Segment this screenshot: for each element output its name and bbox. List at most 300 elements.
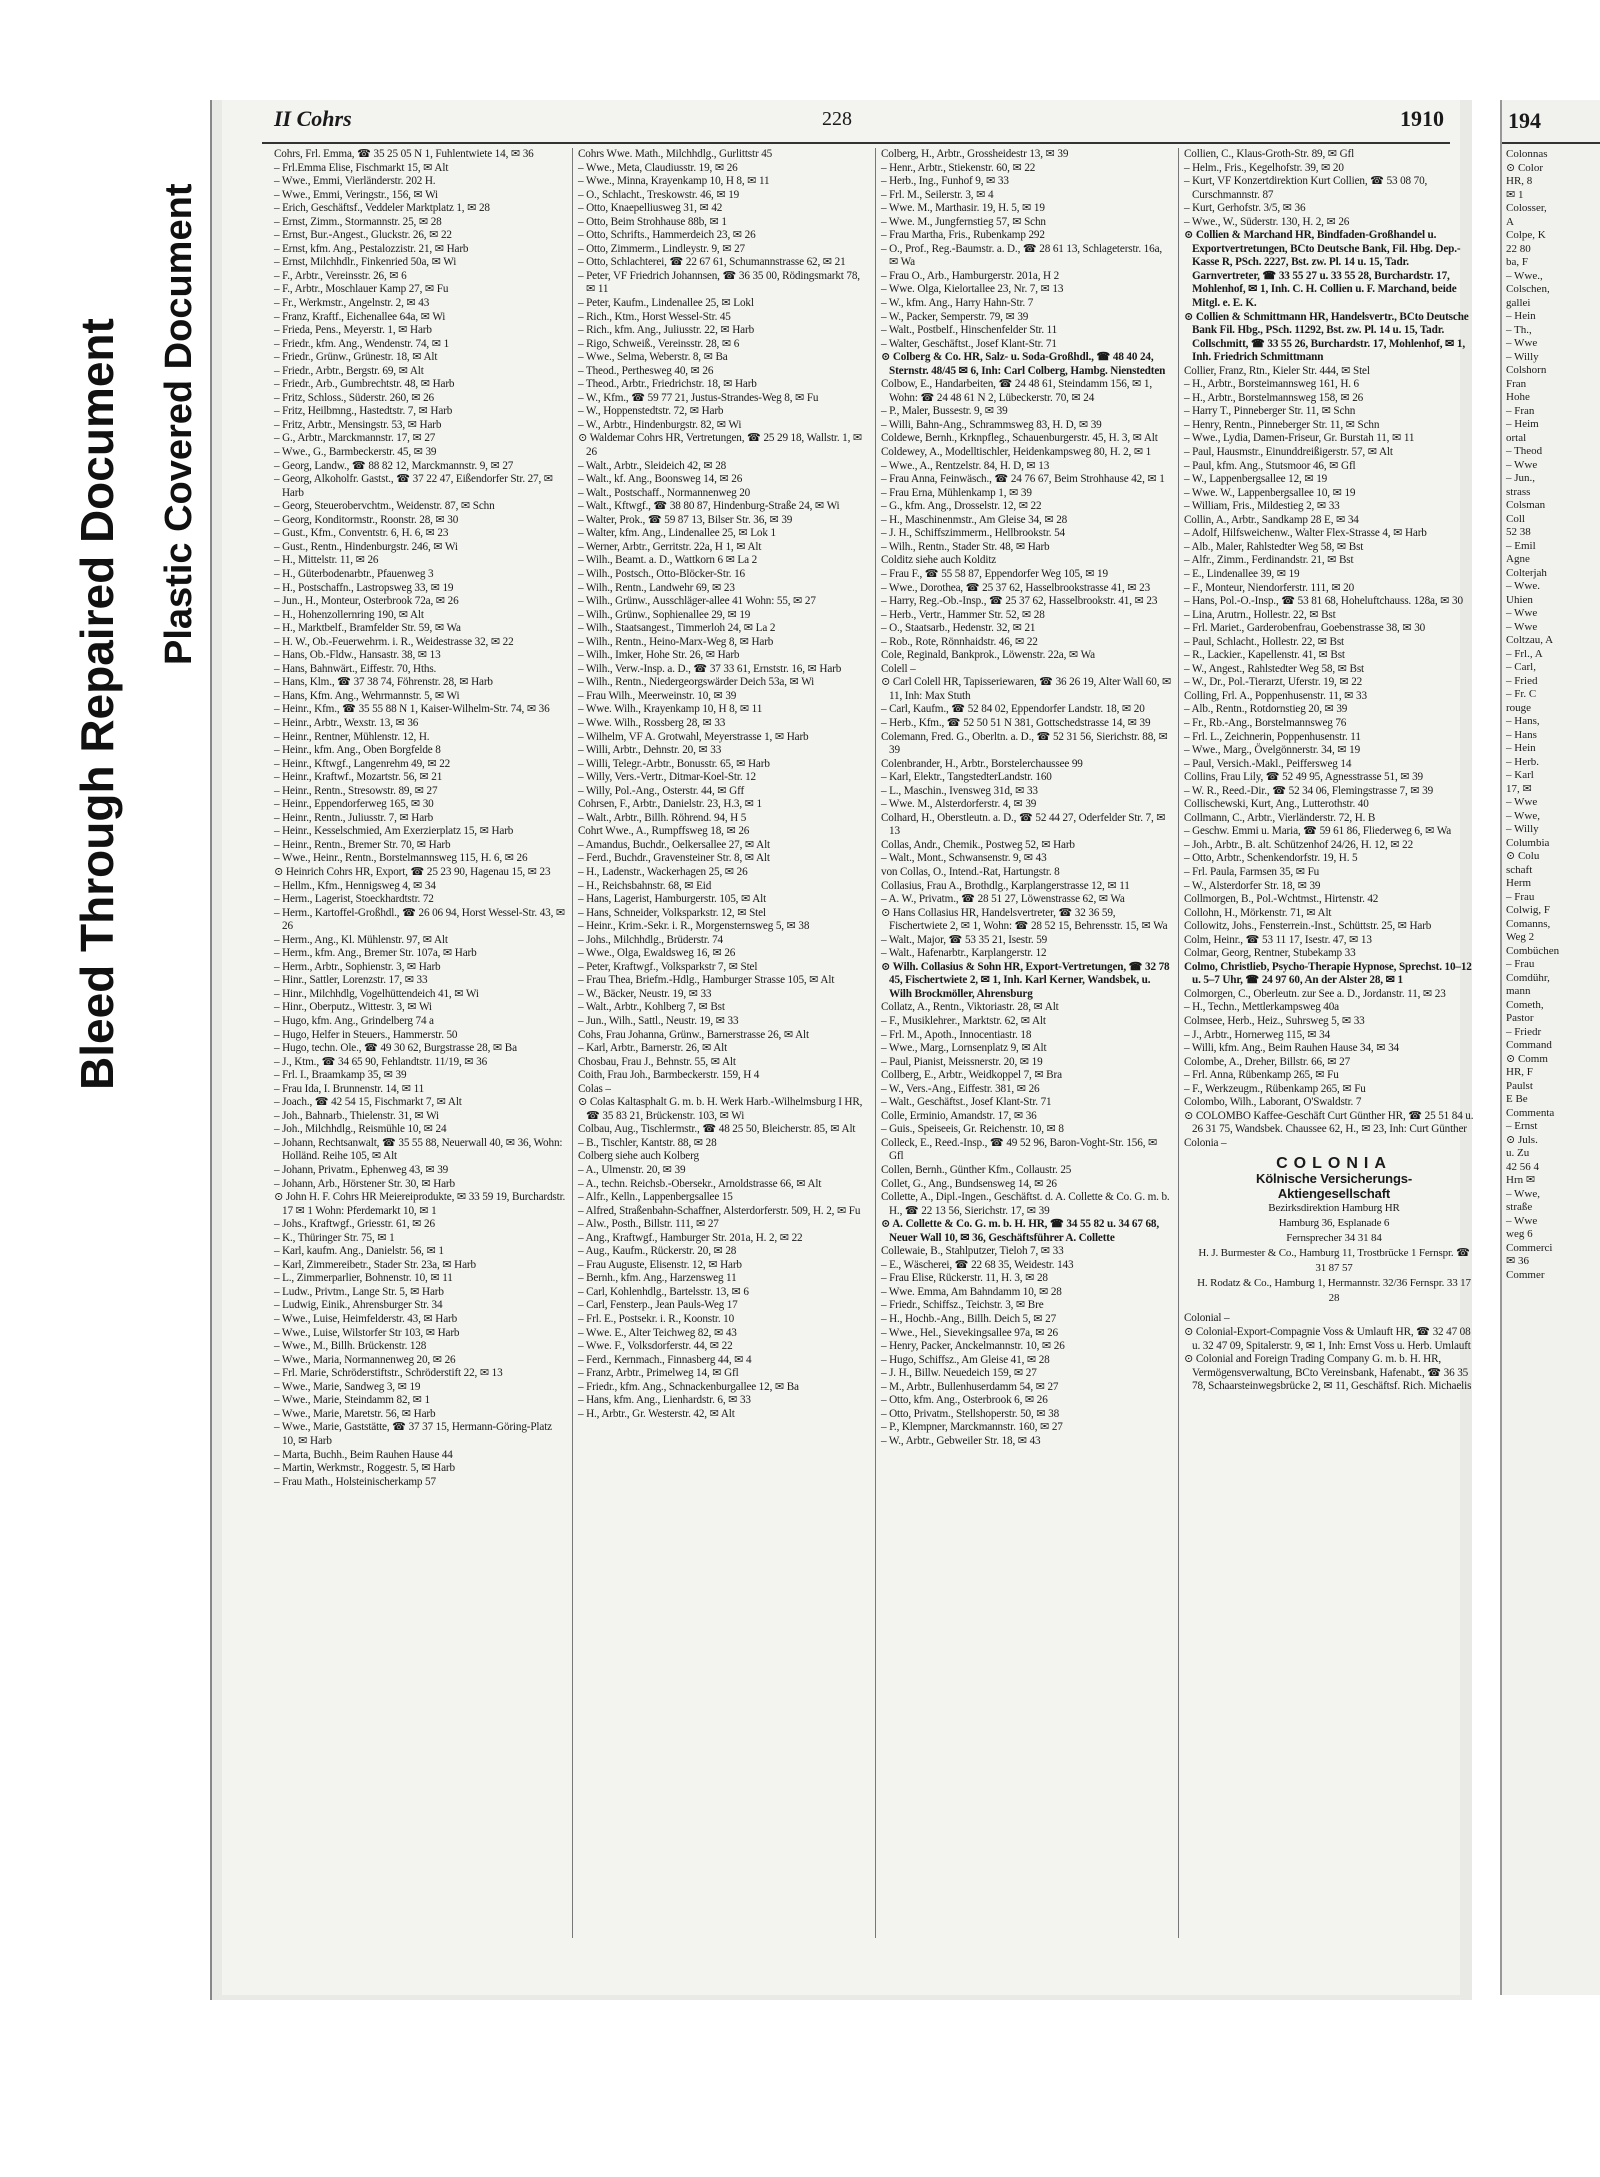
directory-entry: – Heinr., Rentn., Bremer Str. 70, ✉ Harb [274, 838, 451, 851]
directory-entry: – Wwe., Maria, Normannenweg 20, ✉ 26 [274, 1353, 456, 1366]
directory-entry: – W., Hoppenstedtstr. 72, ✉ Harb [578, 405, 724, 418]
colonia-ad-line3: Bezirksdirektion Hamburg HR [1268, 1202, 1400, 1215]
directory-entry: – Ludwig, Einik., Ahrensburger Str. 34 [274, 1299, 443, 1312]
next-page-line: – Wwe., [1506, 269, 1543, 282]
directory-entry: Collen, Bernh., Günther Kfm., Collaustr. 25 [881, 1164, 1072, 1177]
directory-entry: – Martin, Werkmstr., Roggestr. 5, ✉ Harb [274, 1462, 455, 1475]
directory-entry: – Franz, Arbtr., Primelweg 14, ✉ Gfl [578, 1367, 739, 1380]
directory-entry: – Carl, Kohlenhdlg., Bartelsstr. 13, ✉ 6 [578, 1285, 749, 1298]
directory-entry: – Wwe., Lydia, Damen-Friseur, Gr. Burstah 11, ✉ 11 [1184, 432, 1415, 445]
directory-entry: – Alw., Posth., Billstr. 111, ✉ 27 [578, 1218, 719, 1231]
next-page-line: – Frl., A [1506, 647, 1543, 660]
directory-entry: – Frau Math., Holsteinischerkamp 57 [274, 1475, 436, 1488]
next-page-line: Command [1506, 1039, 1552, 1051]
directory-entry: – Wwe., Marie, Maretstr. 56, ✉ Harb [274, 1407, 436, 1420]
directory-entry: – Herb., Ing., Funhof 9, ✉ 33 [881, 175, 1009, 188]
next-page-entries [1506, 148, 1600, 1282]
next-page-line: – Wwe [1506, 458, 1538, 471]
directory-entry: – Wwe., Selma, Weberstr. 8, ✉ Ba [578, 351, 728, 364]
directory-entry: – Herm., Ang., Kl. Mühlenstr. 97, ✉ Alt [274, 933, 448, 946]
directory-entry: – Henry, Rentn., Pinneberger Str. 11, ✉ Schn [1184, 418, 1380, 431]
directory-entry: Colbow, E., Handarbeiten, ☎ 24 48 61, Steindamm 156, ✉ 1, Wohn: ☎ 24 48 61 N 2, Lübeckerstr. 70, ✉ 24 [881, 378, 1153, 404]
directory-entry: – Wwe., Minna, Krayenkamp 10, H 8, ✉ 11 [578, 175, 770, 188]
directory-entry: – Heinr., Krim.-Sekr. i. R., Morgensternsweg 5, ✉ 38 [578, 920, 810, 933]
directory-entry: von Collas, O., Intend.-Rat, Hartungstr. 8 [881, 865, 1060, 878]
directory-entry: – Fr., Rb.-Ang., Borstelmannsweg 76 [1184, 716, 1347, 729]
directory-entry: – Wwe., Marie, Sandweg 3, ✉ 19 [274, 1380, 421, 1393]
directory-entry: – A., techn. Reichsb.-Obersekr., Arnoldstrasse 66, ✉ Alt [578, 1177, 822, 1190]
directory-entry: – J., Arbtr., Hornerweg 115, ✉ 34 [1184, 1028, 1331, 1041]
directory-entry: – W., kfm. Ang., Harry Hahn-Str. 7 [881, 297, 1034, 310]
next-page-line: ba, F [1506, 256, 1528, 268]
directory-entry: – Hans, kfm. Ang., Lienhardstr. 6, ✉ 33 [578, 1394, 751, 1407]
directory-entry: – Heinr., Arbtr., Wexstr. 13, ✉ 36 [274, 716, 419, 729]
next-page-line: weg 6 [1506, 1228, 1533, 1240]
directory-entry: – Frl. L., Zeichnerin, Poppenhusenstr. 11 [1184, 730, 1361, 743]
directory-entry: – Wilh., Staatsangest., Timmerloh 24, ✉ La 2 [578, 622, 776, 635]
directory-entry: – Alb., Maler, Rahlstedter Weg 58, ✉ Bst [1184, 540, 1364, 553]
directory-entry: – J. H., Schiffszimmerm., Hellbrookstr. 54 [881, 527, 1065, 540]
directory-entry: – Wwe., M., Billh. Brückenstr. 128 [274, 1340, 427, 1353]
directory-entry: – Wwe. Olga, Kielortallee 23, Nr. 7, ✉ 13 [881, 283, 1064, 296]
directory-entry: – Wwe. E., Alter Teichweg 82, ✉ 43 [578, 1326, 737, 1339]
directory-entry: Colonial – [1184, 1312, 1230, 1325]
next-page-header: 194 [1508, 108, 1541, 133]
directory-entry: – Wilh., Postsch., Otto-Blöcker-Str. 16 [578, 567, 745, 580]
directory-entry: – G., kfm. Ang., Drosselstr. 12, ✉ 22 [881, 500, 1042, 513]
next-page-line: gallei [1506, 296, 1531, 309]
directory-entry: – Hans, Klm., ☎ 37 38 74, Föhrenstr. 28, ✉ Harb [274, 676, 493, 689]
directory-entry: – Herm., kfm. Ang., Bremer Str. 107a, ✉ Harb [274, 947, 477, 960]
directory-entry: Collier, Franz, Rtn., Kieler Str. 444, ✉ Stel [1184, 364, 1370, 377]
directory-entry: – Wwe., A., Rentzelstr. 84, H. D, ✉ 13 [881, 459, 1050, 472]
directory-entry: Cohrs, Frl. Emma, ☎ 35 25 05 N 1, Fuhlentwiete 14, ✉ 36 [274, 148, 534, 160]
directory-entry: – Paul, kfm. Ang., Stutsmoor 46, ✉ Gfl [1184, 459, 1356, 472]
next-page-line: strass [1506, 485, 1531, 498]
directory-entry: – Wwe. Wilh., Rossberg 28, ✉ 33 [578, 716, 726, 729]
directory-entry: – Frieda, Pens., Meyerstr. 1, ✉ Harb [274, 324, 432, 337]
directory-entry: – Heinr., Rentn., Juliusstr. 7, ✉ Harb [274, 811, 434, 824]
directory-entry: ⊙ Colonial-Export-Compagnie Voss & Umlauft HR, ☎ 32 47 08 u. 32 47 09, Spitalerstr. 9, ✉ 1, Inh: Ernst Voss u. Herb. Umlauft [1184, 1326, 1471, 1352]
directory-entry: – Joh., Bahnarb., Thielenstr. 31, ✉ Wi [274, 1109, 440, 1122]
directory-entry: – Rich., Ktm., Horst Wessel-Str. 45 [578, 310, 731, 323]
colonia-ad-line2: Aktiengesellschaft [1277, 1186, 1391, 1202]
directory-entry: – Johs., Milchhdlg., Brüderstr. 74 [578, 933, 723, 946]
directory-entry: – Georg, Steuerobervchtm., Weidenstr. 87, ✉ Schn [274, 500, 495, 513]
next-page-line: – Karl [1506, 769, 1534, 781]
directory-entry: Colhard, H., Oberstleutn. a. D., ☎ 52 44 27, Oderfelder Str. 7, ✉ 13 [881, 811, 1166, 838]
directory-entry: – Frau Martha, Fris., Rubenkamp 292 [881, 229, 1045, 242]
directory-entry: – Bernh., kfm. Ang., Harzensweg 11 [578, 1272, 737, 1285]
directory-entry: – H., Arbtr., Borsteimannsweg 161, H. 6 [1184, 378, 1360, 391]
directory-entry: – Frau Ida, I. Brunnenstr. 14, ✉ 11 [274, 1082, 425, 1095]
directory-entry: – Jun., H., Monteur, Osterbrook 72a, ✉ 26 [274, 595, 459, 608]
next-page-line: 42 56 4 [1506, 1160, 1539, 1173]
directory-entry: – Franz, Kraftf., Eichenallee 64a, ✉ Wi [274, 310, 446, 323]
directory-entry: – Hans, Kfm. Ang., Wehrmannstr. 5, ✉ Wi [274, 689, 460, 702]
directory-entry: ⊙ John H. F. Cohrs HR Meiereiprodukte, ✉ 33 59 19, Burchardstr. 17 ✉ 1 Wohn: Pferdemarkt 10, ✉ 1 [274, 1191, 566, 1217]
directory-entry: – Wilh., Grünw., Ausschläger-allee 41 Wohn: 55, ✉ 27 [578, 595, 816, 608]
directory-entry: – Wilh., Beamt. a. D., Wattkorn 6 ✉ La 2 [578, 554, 758, 567]
directory-entry: – Joach., ☎ 42 54 15, Fischmarkt 7, ✉ Alt [274, 1096, 462, 1109]
directory-entry: – Frau Thea, Briefm.-Hdlg., Hamburger Strasse 105, ✉ Alt [578, 974, 835, 987]
directory-entry: – B., Tischler, Kantstr. 88, ✉ 28 [578, 1136, 717, 1149]
directory-entry: – Harry T., Pinneberger Str. 11, ✉ Schn [1184, 405, 1356, 418]
directory-entry: Coldewe, Bernh., Krknpfleg., Schauenburgerstr. 45, H. 3, ✉ Alt [881, 432, 1158, 445]
directory-entry: Collins, Frau Lily, ☎ 52 49 95, Agnesstrasse 51, ✉ 39 [1184, 771, 1423, 784]
directory-entry: Collatz, A., Rentn., Viktoriastr. 28, ✉ Alt [881, 1001, 1059, 1014]
directory-entry: – Karl, Zimmereibetr., Stader Str. 23a, ✉ Harb [274, 1258, 476, 1271]
directory-entry: – W., Packer, Semperstr. 79, ✉ 39 [881, 310, 1029, 323]
directory-entry: – Paul, Versich.-Makl., Peiffersweg 14 [1184, 757, 1352, 770]
next-page-line: – Ernst [1506, 1120, 1538, 1132]
directory-entry: – Herb., Vertr., Hammer Str. 52, ✉ 28 [881, 608, 1045, 621]
directory-entry: – William, Fris., Mildestieg 2, ✉ 33 [1184, 500, 1340, 513]
next-page-line: ✉ 1 [1506, 188, 1524, 201]
directory-entry: – E., Lindenallee 39, ✉ 19 [1184, 567, 1300, 580]
directory-entry: – Gust., Kfm., Conventstr. 6, H. 6, ✉ 23 [274, 527, 449, 540]
next-page-line: HR, F [1506, 1066, 1533, 1078]
colonia-advertisement [1192, 1156, 1476, 1306]
next-page-line: ortal [1506, 431, 1527, 444]
directory-entry: – O., Prof., Reg.-Baumstr. a. D., ☎ 28 61 13, Schlageterstr. 16a, ✉ Wa [881, 242, 1163, 269]
next-page-line: Colonnas [1506, 148, 1548, 160]
colonia-ad-line1: Kölnische Versicherungs- [1255, 1171, 1413, 1187]
directory-entry: – Friedr., Schiffsz., Teichstr. 3, ✉ Bre [881, 1299, 1044, 1312]
directory-entry: ⊙ Hans Collasius HR, Handelsvertreter, ☎ 32 36 59, Fischertwiete 2, ✉ 1, Wohn: ☎ 28 52 15, Behrensstr. 15, ✉ Wa [881, 906, 1168, 933]
next-page-line: – Fried [1506, 674, 1538, 687]
directory-entry: Colemann, Fred. G., Oberltn. a. D., ☎ 52 31 56, Sierichstr. 88, ✉ 39 [881, 730, 1168, 757]
directory-entry: – Rigo, Schweiß., Vereinsstr. 28, ✉ 6 [578, 337, 740, 350]
directory-entry: – Guis., Speiseeis, Gr. Reichenstr. 10, ✉ 8 [881, 1123, 1064, 1136]
next-page-line: – Frau [1506, 958, 1535, 970]
directory-entry: – Ernst, Zimm., Stormannstr. 25, ✉ 28 [274, 215, 442, 228]
directory-entry: – Frl. M., Apoth., Innocentiastr. 18 [881, 1028, 1032, 1041]
directory-entry: – Friedr., kfm. Ang., Schnackenburgallee 12, ✉ Ba [578, 1380, 799, 1393]
column-divider [875, 148, 876, 1938]
next-page-line: – Hans [1506, 728, 1537, 741]
directory-entry: – Hinr., Milchhdlg, Vogelhüttendeich 41, ✉ Wi [274, 987, 479, 1000]
directory-entry: – Frl. Anna, Rübenkamp 265, ✉ Fu [1184, 1069, 1339, 1082]
directory-entry: – Wwe., Marie, Gaststätte, ☎ 37 37 15, Hermann-Göring-Platz 10, ✉ Harb [274, 1421, 552, 1447]
directory-entry: – Heinr., Kftwgf., Langenrehm 49, ✉ 22 [274, 757, 451, 770]
directory-entry: – H., Reichsbahnstr. 68, ✉ Eid [578, 879, 712, 892]
column-divider [572, 148, 573, 1938]
directory-entry: – H. W., Ob.-Feuerwehrm. i. R., Weidestrasse 32, ✉ 22 [274, 635, 514, 648]
directory-entry: – Walt., Kftwgf., ☎ 38 80 87, Hindenburg-Straße 24, ✉ Wi [578, 500, 840, 513]
next-page-line: Commerci [1506, 1241, 1553, 1254]
directory-entry: – Hans, Schneider, Volksparkstr. 12, ✉ Stel [578, 906, 766, 919]
directory-entry: ⊙ Wilh. Collasius & Sohn HR, Export-Vertretungen, ☎ 32 78 45, Fischertwiete 2, ✉ 1, Inh. Karl Kerner, Wandsbek, u. Wilh Brockmöller, Ahrensburg [881, 960, 1170, 1000]
directory-entry: – Alfr., Zimm., Ferdinandstr. 21, ✉ Bst [1184, 554, 1354, 567]
next-page-line: ⊙ Color [1506, 161, 1544, 174]
directory-entry: – Wwe., Dorothea, ☎ 25 37 62, Hasselbrookstrasse 41, ✉ 23 [881, 581, 1151, 594]
directory-entry: – Frl.Emma Elise, Fischmarkt 15, ✉ Alt [274, 161, 449, 174]
directory-entry: – H., Hohenzollernring 190, ✉ Alt [274, 608, 424, 621]
next-page-line: – Wwe [1506, 1214, 1538, 1227]
directory-entry: – Johann, Rechtsanwalt, ☎ 35 55 88, Neuerwall 40, ✉ 36, Wohn: Holländ. Reihe 105, ✉ Alt [274, 1136, 563, 1163]
directory-entry: – Kurt, VF Konzertdirektion Kurt Collien, ☎ 53 08 70, Curschmannstr. 87 [1184, 175, 1428, 201]
directory-entry: – Kurt, Gerhofstr. 3/5, ✉ 36 [1184, 202, 1306, 215]
page-number: 228 [822, 108, 852, 130]
next-page-line: – Wwe [1506, 620, 1538, 633]
directory-entry: – Otto, Schlachterei, ☎ 22 67 61, Schumannstrasse 62, ✉ 21 [578, 256, 846, 269]
colonia-ad-logo: COLONIA [1276, 1155, 1392, 1173]
next-page-line: ⊙ Juls. [1506, 1133, 1538, 1146]
directory-entry: – H., Mittelstr. 11, ✉ 26 [274, 554, 379, 567]
directory-entry: – Ferd., Kernmach., Finnasberg 44, ✉ 4 [578, 1353, 752, 1366]
colonia-ad-line6: H. J. Burmester & Co., Hamburg 11, Trostbrücke 1 Fernspr. ☎ 31 87 57 [1198, 1247, 1470, 1275]
directory-entry: – Wwe. F., Volksdorferstr. 44, ✉ 22 [578, 1340, 733, 1353]
next-page-line: – Carl, [1506, 661, 1536, 673]
directory-entry: – Willy, Vers.-Vertr., Ditmar-Koel-Str. 12 [578, 771, 757, 784]
directory-entry: Coldewey, A., Modelltischler, Heidenkampsweg 80, H. 2, ✉ 1 [881, 446, 1152, 459]
next-page-line: Fran [1506, 377, 1527, 390]
directory-entry: Collin, A., Arbtr., Sandkamp 28 E, ✉ 34 [1184, 513, 1359, 526]
directory-entry: – Wwe. M., Alsterdorferstr. 4, ✉ 39 [881, 798, 1037, 811]
directory-entry: – R., Lackier., Kapellenstr. 41, ✉ Bst [1184, 649, 1345, 662]
next-page-line: Coltzau, A [1506, 634, 1554, 646]
directory-entry: – Wwe., Emmi, Vierländerstr. 202 H. [274, 175, 436, 188]
next-page-line: – Willy [1506, 350, 1539, 363]
directory-entry: – Theod., Perthesweg 40, ✉ 26 [578, 364, 714, 377]
directory-entry: – Hans, Pol.-O.-Insp., ☎ 53 81 68, Hoheluftchauss. 128a, ✉ 30 [1184, 595, 1463, 608]
directory-entry: Colenbrander, H., Arbtr., Borstelerchaussee 99 [881, 757, 1083, 770]
directory-entry: – Georg, Alkoholfr. Gastst., ☎ 37 22 47, Eißendorfer Str. 27, ✉ Harb [274, 473, 554, 499]
directory-entry: Cole, Reginald, Bankprok., Löwenstr. 22a, ✉ Wa [881, 649, 1095, 662]
directory-entry: – Frl. I., Braamkamp 35, ✉ 39 [274, 1069, 407, 1082]
directory-entry: – Fritz, Schloss., Süderstr. 260, ✉ 26 [274, 391, 434, 404]
next-page-line: – Willy [1506, 823, 1539, 835]
next-page-line: – Wwe, [1506, 809, 1541, 822]
directory-entry: Colell – [881, 662, 916, 675]
directory-entry: – Alfred, Straßenbahn-Schaffner, Alsterdorferstr. 509, H. 2, ✉ Fu [578, 1204, 861, 1217]
directory-entry: – Johs., Kraftwgf., Griesstr. 61, ✉ 26 [274, 1218, 435, 1231]
directory-entry: – Harry, Reg.-Ob.-Insp., ☎ 25 37 62, Hasselbrookstr. 41, ✉ 23 [881, 595, 1158, 608]
directory-entry: Collien, C., Klaus-Groth-Str. 89, ✉ Gfl [1184, 148, 1355, 160]
directory-entry: Colas – [578, 1082, 611, 1095]
next-page-line: mann [1506, 985, 1531, 997]
next-page-edge [1500, 100, 1600, 1995]
directory-entry: – Willi, Telegr.-Arbtr., Bonusstr. 65, ✉ Harb [578, 757, 770, 770]
directory-entry: – F., Arbtr., Moschlauer Kamp 27, ✉ Fu [274, 283, 449, 296]
next-page-line: Commer [1506, 1268, 1545, 1281]
directory-entry: – Frau F., ☎ 55 58 87, Eppendorfer Weg 105, ✉ 19 [881, 567, 1108, 580]
directory-entry: Colberg, H., Arbtr., Grossheidestr 13, ✉ 39 [881, 148, 1069, 160]
directory-entry: ⊙ Collien & Marchand HR, Bindfaden-Großhandel u. Exportvertretungen, BCto Deutsche Bank, Fil. Hbg. Dep.-Kasse R, PSch. 2227, Bst. zw. Pl. 14 u. 15, Tadr. Garnvertreter, ☎ 33 55 27 u. 33 55 28, Burchardstr. 17, Mohlenhof, ✉ 1, Inh. C. H. Collien u. F. Marchand, beide Mitgl. e. E. K. [1184, 229, 1461, 310]
next-page-line: Combüchen [1506, 944, 1560, 957]
directory-entry: – F., Arbtr., Vereinsstr. 26, ✉ 6 [274, 269, 407, 282]
next-page-line: – Wwe, [1506, 1187, 1541, 1200]
directory-entry: – E., Wäscherei, ☎ 22 68 35, Weidestr. 143 [881, 1258, 1074, 1271]
directory-entry: Colling, Frl. A., Poppenhusenstr. 11, ✉ 33 [1184, 689, 1367, 702]
next-page-line: Hrn ✉ [1506, 1174, 1536, 1186]
directory-entry: – Carl, Kaufm., ☎ 52 84 02, Eppendorfer Landstr. 18, ✉ 20 [881, 703, 1145, 716]
colonia-ad-line7: H. Rodatz & Co., Hamburg 1, Hermannstr. 32/36 Fernspr. 33 17 28 [1197, 1277, 1471, 1305]
directory-entry: – Walt., Mont., Schwansenstr. 9, ✉ 43 [881, 852, 1047, 865]
next-page-line: – Hans, [1506, 715, 1540, 727]
directory-entry: – Willi, Bahn-Ang., Schrammsweg 83, H. D, ✉ 39 [881, 418, 1102, 431]
directory-entry: – Ernst, Bur.-Angest., Gluckstr. 26, ✉ 22 [274, 229, 452, 242]
directory-entry: – Wilh., Rentn., Stader Str. 48, ✉ Harb [881, 540, 1050, 553]
directory-entry: Colberg siehe auch Kolberg [578, 1150, 699, 1163]
directory-entry: Colombe, A., Dreher, Billstr. 66, ✉ 27 [1184, 1055, 1351, 1068]
directory-entry: – Frau Anna, Feinwäsch., ☎ 24 76 67, Beim Strohhause 42, ✉ 1 [881, 473, 1165, 486]
directory-entry: – Ferd., Buchdr., Gravensteiner Str. 8, ✉ Alt [578, 852, 770, 865]
directory-entry: – Ernst, kfm. Ang., Pestalozzistr. 21, ✉ Harb [274, 242, 469, 255]
next-page-line: u. Zu [1506, 1147, 1530, 1159]
directory-entry: Collohn, H., Mörkenstr. 71, ✉ Alt [1184, 906, 1332, 919]
directory-entry: Collewaie, B., Stahlputzer, Tieloh 7, ✉ 33 [881, 1245, 1064, 1258]
directory-entry: – Otto, Beim Strohhause 88b, ✉ 1 [578, 215, 727, 228]
directory-entry: – Walt., Postschaff., Normannenweg 20 [578, 486, 751, 499]
directory-entry: – Fr., Werkmstr., Angelnstr. 2, ✉ 43 [274, 297, 430, 310]
directory-entry: – Frl. Mariet., Garderobenfrau, Goebenstrasse 38, ✉ 30 [1184, 622, 1426, 635]
directory-entry: – Walter, Geschäftst., Josef Klant-Str. 71 [881, 337, 1057, 350]
directory-entry: – Frau Wilh., Meerweinstr. 10, ✉ 39 [578, 689, 737, 702]
directory-entry: – Heinr., Kesselschmied, Am Exerzierplatz 15, ✉ Harb [274, 825, 514, 838]
directory-entry: – Hinr., Oberputz., Wittestr. 3, ✉ Wi [274, 1001, 432, 1014]
next-page-line: – Wwe [1506, 796, 1538, 808]
directory-entry: – Wwe., Luise, Wilstorfer Str 103, ✉ Harb [274, 1326, 460, 1339]
directory-entry: – Wwe. M., Marthasir. 19, H. 5, ✉ 19 [881, 202, 1045, 215]
next-page-line: Colsman [1506, 499, 1546, 511]
directory-entry: – Jun., Wilh., Sattl., Neustr. 19, ✉ 33 [578, 1015, 739, 1027]
directory-entry: – Ludw., Privtm., Lange Str. 5, ✉ Harb [274, 1285, 444, 1298]
directory-entry: – Johann, Privatm., Ephenweg 43, ✉ 39 [274, 1164, 449, 1177]
next-page-line: – Jun., [1506, 472, 1536, 484]
column-3 [881, 148, 1173, 1449]
directory-entry: – Wwe., Emmi, Veringstr., 156, ✉ Wi [274, 188, 439, 201]
directory-entry: – Heinr., Rentn., Stresowstr. 89, ✉ 27 [274, 784, 438, 797]
directory-entry: – W., Arbtr., Hindenburgstr. 82, ✉ Wi [578, 418, 742, 431]
next-page-line: – Wwe. [1506, 580, 1541, 592]
directory-entry: – Marta, Buchh., Beim Rauhen Hause 44 [274, 1448, 453, 1461]
directory-entry: – W., Angest., Rahlstedter Weg 58, ✉ Bst [1184, 662, 1365, 675]
directory-entry: – Otto, Privatm., Stellshoperstr. 50, ✉ 38 [881, 1407, 1060, 1420]
directory-entry: – Fritz, Heilbmng., Hastedtstr. 7, ✉ Harb [274, 405, 453, 418]
directory-entry: – Wwe., Olga, Ewaldsweg 16, ✉ 26 [578, 947, 736, 960]
column-2 [578, 148, 870, 1421]
year-label: 1910 [1400, 106, 1444, 131]
next-page-line: schaft [1506, 863, 1533, 876]
next-page-line: A [1506, 215, 1514, 228]
next-page-line: – Fr. C [1506, 688, 1537, 700]
directory-entry: – Lina, Arutrn., Hollestr. 22, ✉ Bst [1184, 608, 1336, 621]
directory-entry: – Hans, Lagerist, Hamburgerstr. 105, ✉ Alt [578, 893, 767, 906]
directory-entry: – F., Musiklehrer., Marktstr. 62, ✉ Alt [881, 1015, 1046, 1027]
directory-entry: – Wwe. M., Jungfernstieg 57, ✉ Schn [881, 215, 1046, 228]
directory-entry: – Walt., Arbtr., Sleideich 42, ✉ 28 [578, 459, 727, 472]
directory-entry: – M., Arbtr., Bullenhuserdamm 54, ✉ 27 [881, 1380, 1059, 1393]
next-page-line: Comdühr, [1506, 971, 1550, 984]
next-page-line: Colosser, [1506, 202, 1547, 214]
next-page-line: Colschen, [1506, 283, 1550, 295]
directory-entry: – J. H., Billw. Neuedeich 159, ✉ 27 [881, 1367, 1037, 1380]
directory-entry: ⊙ Colberg & Co. HR, Salz- u. Soda-Großhdl., ☎ 48 40 24, Sternstr. 48/45 ✉ 6, Inh: Carl Colberg, Hambg. Nienstedten [881, 351, 1166, 377]
directory-entry: – Willy, Pol.-Ang., Osterstr. 44, ✉ Gff [578, 784, 745, 797]
bleed-through-label: Bleed Through Repaired Document [71, 318, 123, 1090]
directory-entry: – Rob., Rote, Rönnhaidstr. 46, ✉ 22 [881, 635, 1038, 648]
directory-entry: Collette, A., Dipl.-Ingen., Geschäftst. d. A. Collette & Co. G. m. b. H., ☎ 22 13 56, Sierichstr. 17, ✉ 39 [881, 1191, 1170, 1217]
directory-entry: – Wwe., Marg., Lornsenplatz 9, ✉ Alt [881, 1042, 1047, 1055]
directory-entry: – H., Postschaffn., Lastropsweg 33, ✉ 19 [274, 581, 454, 594]
directory-entry: Collas, Andr., Chemik., Postweg 52, ✉ Harb [881, 838, 1075, 851]
directory-entry: ⊙ COLOMBO Kaffee-Geschäft Curt Günther HR, ☎ 25 51 84 u. 26 31 75, Wandsbek. Chaussee 62, H., ✉ 23, Inh: Curt Günther [1184, 1109, 1474, 1136]
plastic-covered-label: Plastic Covered Document [158, 183, 200, 665]
directory-entry: – Friedr., Grünw., Grünestr. 18, ✉ Alt [274, 351, 438, 364]
directory-entry: – W., Lappenbergsallee 12, ✉ 19 [1184, 473, 1328, 486]
directory-entry: – Fritz, Arbtr., Mensingstr. 53, ✉ Harb [274, 418, 442, 431]
directory-entry: Colm, Heinr., ☎ 53 11 17, Isestr. 47, ✉ 13 [1184, 933, 1372, 946]
directory-entry: – Walt., Geschäftst., Josef Klant-Str. 71 [881, 1096, 1052, 1109]
directory-entry: – Wwe. W., Lappenbergsallee 10, ✉ 19 [1184, 486, 1356, 499]
directory-entry: – Heinr., kfm. Ang., Oben Borgfelde 8 [274, 744, 441, 757]
directory-entry: – Joh., Arbtr., B. alt. Schützenhof 24/26, H. 12, ✉ 22 [1184, 838, 1414, 851]
directory-entry: – Erich, Geschäftsf., Veddeler Marktplatz 1, ✉ 28 [274, 202, 490, 215]
directory-entry: – H., Ladenstr., Wackerhagen 25, ✉ 26 [578, 865, 748, 878]
directory-entry: – H., Güterbodenarbtr., Pfauenweg 3 [274, 567, 434, 580]
next-page-line: – Emil [1506, 539, 1536, 552]
directory-entry: – Otto, Zimmerm., Lindleystr. 9, ✉ 27 [578, 242, 745, 255]
directory-entry: Colonia – [1184, 1136, 1227, 1149]
directory-entry: – Otto, kfm. Ang., Osterbrook 6, ✉ 26 [881, 1394, 1048, 1407]
directory-entry: – Joh., Milchhdlg., Reismühle 10, ✉ 24 [274, 1123, 447, 1136]
directory-entry: – Heinr., Eppendorferweg 165, ✉ 30 [274, 798, 434, 811]
directory-entry: – Frau Elise, Rückerstr. 11, H. 3, ✉ 28 [881, 1272, 1048, 1285]
directory-entry: – W. R., Reed.-Dir., ☎ 52 34 06, Flemingstrasse 7, ✉ 39 [1184, 784, 1434, 797]
directory-page [222, 100, 1474, 1995]
directory-entry: – Amandus, Buchdr., Oelkersallee 27, ✉ Alt [578, 838, 770, 851]
directory-entry: Colmorgen, C., Oberleutn. zur See a. D., Jordanstr. 11, ✉ 23 [1184, 987, 1446, 1000]
next-page-line: Hohe [1506, 391, 1530, 403]
directory-entry: – Walt., Hafenarbtr., Karplangerstr. 12 [881, 947, 1047, 960]
next-page-line: Commenta [1506, 1106, 1555, 1119]
directory-entry: – Ang., Kraftwgf., Hamburger Str. 201a, H. 2, ✉ 22 [578, 1231, 803, 1244]
directory-entry: ⊙ Waldemar Cohrs HR, Vertretungen, ☎ 25 29 18, Wallstr. 1, ✉ 26 [578, 432, 863, 459]
directory-entry: Colmsee, Herb., Heiz., Suhrsweg 5, ✉ 33 [1184, 1015, 1365, 1027]
directory-entry: ⊙ Heinrich Cohrs HR, Export, ☎ 25 23 90, Hagenau 15, ✉ 23 [274, 865, 551, 878]
directory-entry: – Friedr., Arb., Gumbrechtstr. 48, ✉ Harb [274, 378, 455, 391]
next-page-line: Cometh, [1506, 998, 1544, 1011]
colonia-ad-line5: Fernsprecher 34 31 84 [1286, 1232, 1382, 1245]
header-rule [262, 142, 1450, 144]
directory-entry: ⊙ Collien & Schmittmann HR, Handelsvertr., BCto Deutsche Bank Fil. Hbg., PSch. 11292, Bst. zw. Pl. 14 u. 15, Tadr. Collschmitt, ☎ 33 55 26, Burchardstr. 17, Mohlenhof, ✉ 1, Inh. Friedrich Schmittmann [1184, 310, 1469, 364]
directory-entry: – Frl. M., Seilerstr. 3, ✉ 4 [881, 188, 994, 201]
next-page-line: – Hein [1506, 310, 1536, 322]
directory-entry: – Helm., Fris., Kegelhofstr. 39, ✉ 20 [1184, 161, 1344, 174]
next-page-line: Herm [1506, 877, 1532, 889]
directory-entry: – Carl, Fensterp., Jean Pauls-Weg 17 [578, 1299, 738, 1312]
next-page-line: – Theod [1506, 445, 1543, 457]
directory-entry: Colmo, Christlieb, Psycho-Therapie Hypnose, Sprechst. 10–12 u. 5–7 Uhr, ☎ 24 97 60, An der Alster 28, ✉ 1 [1184, 960, 1472, 987]
directory-entry: Cohrsen, F., Arbtr., Danielstr. 23, H.3, ✉ 1 [578, 798, 762, 811]
directory-entry: – Wwe., W., Süderstr. 130, H. 2, ✉ 26 [1184, 215, 1350, 228]
directory-entry: – Walt., Major, ☎ 53 35 21, Isestr. 59 [881, 933, 1048, 946]
next-page-line: straße [1506, 1201, 1533, 1213]
directory-entry: – H., Arbtr., Borstelmannsweg 158, ✉ 26 [1184, 391, 1364, 404]
column-divider [1178, 148, 1179, 1938]
directory-entry: – Frau Erna, Mühlenkamp 1, ✉ 39 [881, 486, 1032, 499]
next-page-line: 17, ✉ [1506, 782, 1532, 795]
directory-entry: – W., Arbtr., Gebweiler Str. 18, ✉ 43 [881, 1434, 1041, 1447]
directory-entry: – Peter, Kaufm., Lindenallee 25, ✉ Lokl [578, 297, 754, 310]
directory-entry: Collet, G., Ang., Bundsensweg 14, ✉ 26 [881, 1177, 1057, 1190]
directory-entry: – Wwe., Hel., Sievekingsallee 97a, ✉ 26 [881, 1326, 1058, 1339]
directory-entry: – Henr., Arbtr., Stiekenstr. 60, ✉ 22 [881, 161, 1036, 174]
directory-entry: – Heinr., Rentner, Mühlenstr. 12, H. [274, 730, 430, 743]
next-page-line: 22 80 [1506, 242, 1531, 255]
